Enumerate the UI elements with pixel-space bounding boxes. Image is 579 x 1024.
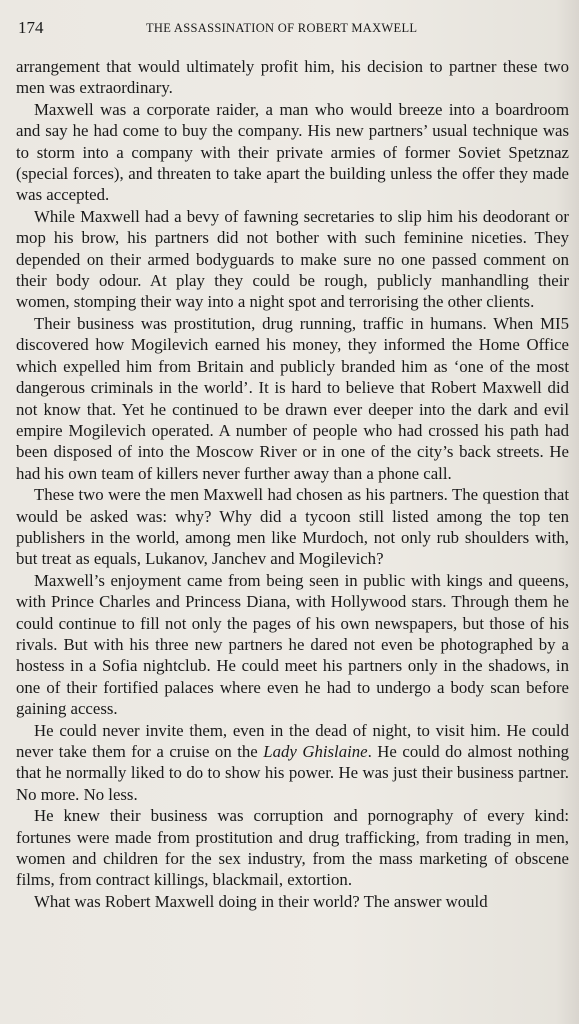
body-text	[16, 56, 569, 912]
page-number: 174	[18, 18, 44, 37]
paragraph: Maxwell’s enjoyment came from being seen in public with kings and queens, with Prince Charles and Princess Diana, with Hollywood stars. Through them he could continue to fill not only the pages of his own newspapers, but those of his rivals. But with his three new partners he dared not even be photographed by a hostess in a Sofia nightclub. He could meet his partners only in the shadows, in one of their fortified palaces where even he had to undergo a body scan before gaining access.	[16, 570, 569, 719]
paragraph: What was Robert Maxwell doing in their world? The answer would	[34, 891, 488, 911]
running-head: THE ASSASSINATION OF ROBERT MAXWELL	[146, 21, 418, 35]
paragraph: arrangement that would ultimately profit him, his decision to partner these two men was extraordinary.	[16, 57, 569, 98]
paragraph: Their business was prostitution, drug running, traffic in humans. When MI5 discovered how Mogilevich earned his money, they informed the Home Office which expelled him from Britain and publicly branded him as ‘one of the most dangerous criminals in the world’. It is hard to believe that Robert Maxwell did not know that. Yet he continued to be drawn ever deeper into the dark and evil empire Mogilevich operated. A number of people who had crossed his path had been disposed of into the Moscow River or in one of the city’s back streets. He had his own team of killers never further away than a phone call.	[16, 313, 569, 483]
paragraph-text: He could never invite them, even in the dead of night, to visit him. He could never take them for a cruise on the	[16, 720, 569, 761]
paragraph: While Maxwell had a bevy of fawning secretaries to slip him his deodorant or mop his brow, his partners did not bother with such feminine niceties. They depended on their armed bodyguards to make sure no one passed comment on their body odour. At play they could be rough, publicly manhandling their women, stomping their way into a night spot and terrorising the other clients.	[16, 206, 569, 312]
paragraph: These two were the men Maxwell had chosen as his partners. The question that would be asked was: why? Why did a tycoon still listed among the top ten publishers in the world, among men like Murdoch, not only rub shoulders with, but treat as equals, Lukanov, Janchev and Mogilevich?	[16, 485, 569, 569]
paragraph	[16, 720, 569, 806]
paragraph: He knew their business was corruption and pornography of every kind: fortunes were made from prostitution and drug trafficking, from trading in men, women and children for the sex industry, from the mass marketing of obscene films, from contract killings, blackmail, extortion.	[16, 806, 569, 890]
yacht-name: Lady Ghislaine	[263, 742, 368, 761]
paragraph: Maxwell was a corporate raider, a man who would breeze into a boardroom and say he had come to buy the company. His new partners’ usual technique was to storm into a company with their private armies of former Soviet Spetznaz (special forces), and threaten to take apart the building unless the offer they made was accepted.	[16, 99, 569, 205]
paragraph-text: . He could do almost nothing that he normally liked to do to show his power. He was just their business partner. No more. No less.	[16, 742, 570, 804]
page-header	[18, 18, 565, 42]
